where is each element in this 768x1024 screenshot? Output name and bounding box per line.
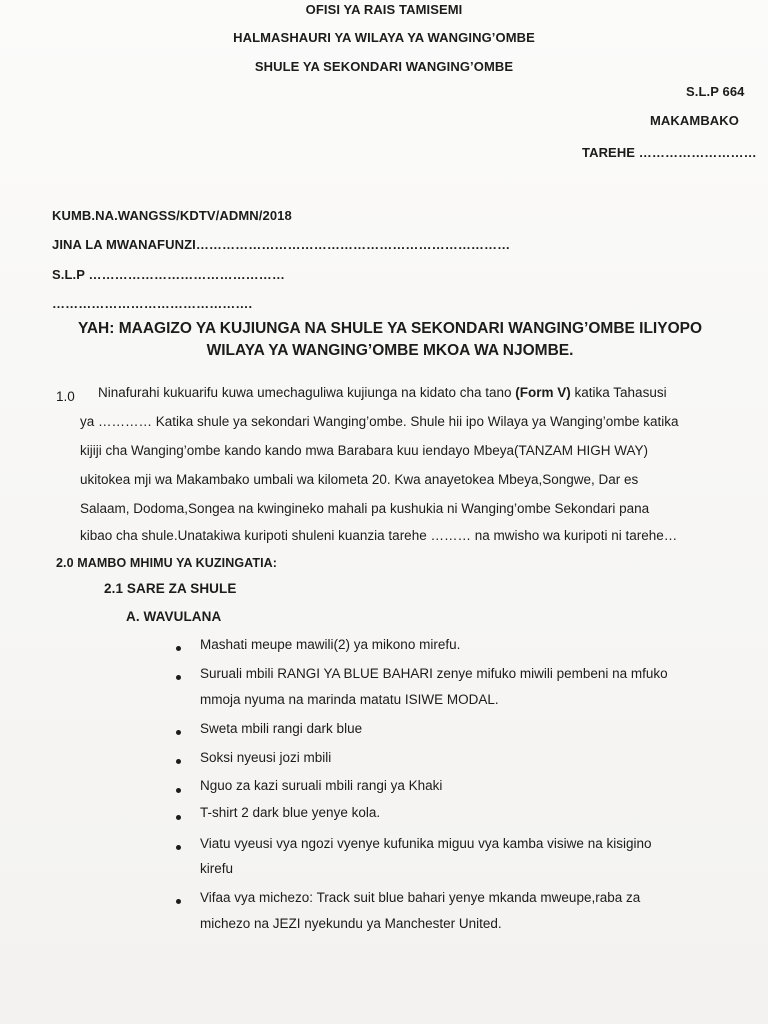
list-item-sports: Vifaa vya michezo: Track suit blue bahari yenye mkanda mweupe,raba za (200, 890, 641, 905)
group-a-title: A. WAVULANA (126, 609, 222, 624)
section-1-line-5: Salaam, Dodoma,Songea na kwingineko mahali pa kushukia ni Wanging’ombe Sekondari pana (80, 501, 650, 516)
student-name-line: JINA LA MWANAFUNZI……………………………………………………………… (52, 237, 511, 252)
student-po-box-line: S.L.P ……………………………………… (52, 267, 285, 282)
bullet-icon (176, 646, 181, 651)
subject-line-2: WILAYA YA WANGING’OMBE MKOA WA NJOMBE. (206, 342, 574, 359)
header-po-box: S.L.P 664 (686, 84, 745, 99)
bullet-icon (176, 899, 181, 904)
header-town: MAKAMBAKO (650, 113, 739, 128)
list-item-tshirt: T-shirt 2 dark blue yenye kola. (200, 805, 381, 820)
form-v-label: (Form V) (515, 385, 571, 400)
list-item-shoes-cont: kirefu (200, 861, 234, 876)
list-item-work-clothes: Nguo za kazi suruali mbili rangi ya Khaki (200, 778, 443, 793)
list-item-sports-cont: michezo na JEZI nyekundu ya Manchester United. (200, 916, 502, 931)
reference-number: KUMB.NA.WANGSS/KDTV/ADMN/2018 (52, 208, 292, 223)
header-school: SHULE YA SEKONDARI WANGING’OMBE (254, 59, 514, 74)
header-date: TAREHE ……………………… (582, 145, 757, 160)
bullet-icon (176, 675, 181, 680)
bullet-icon (176, 815, 181, 820)
section-1-line-1 (98, 385, 667, 400)
bullet-icon (176, 730, 181, 735)
header-office: OFISI YA RAIS TAMISEMI (305, 2, 463, 17)
header-council: HALMASHAURI YA WILAYA YA WANGING’OMBE (233, 30, 535, 45)
bullet-icon (176, 759, 181, 764)
section-1-line-2: ya ………… Katika shule ya sekondari Wanging’ombe. Shule hii ipo Wilaya ya Wanging’ombe katika (80, 414, 679, 429)
list-item-trousers: Suruali mbili RANGI YA BLUE BAHARI zenye mifuko miwili pembeni na mfuko (200, 666, 668, 681)
list-item-sweaters: Sweta mbili rangi dark blue (200, 721, 363, 736)
section-1-line-1-a: Ninafurahi kukuarifu kuwa umechaguliwa kujiunga na kidato cha tano (98, 385, 516, 400)
section-1-line-4: ukitokea mji wa Makambako umbali wa kilometa 20. Kwa anayetokea Mbeya,Songwe, Dar es (80, 472, 639, 487)
section-1-line-6: kibao cha shule.Unatakiwa kuripoti shuleni kuanzia tarehe ……… na mwisho wa kuripoti ni tarehe… (80, 528, 678, 543)
address-blank-line: ………………………………………. (52, 296, 253, 311)
section-1-line-1-c: katika Tahasusi (570, 385, 667, 400)
list-item-socks: Soksi nyeusi jozi mbili (200, 750, 332, 765)
list-item-trousers-cont: mmoja nyuma na marinda matatu ISIWE MODAL. (200, 692, 499, 707)
bullet-icon (176, 845, 181, 850)
bullet-icon (176, 788, 181, 793)
list-item-shoes: Viatu vyeusi vya ngozi vyenye kufunika miguu vya kamba visiwe na kisigino (200, 836, 652, 851)
section-2-1-title: 2.1 SARE ZA SHULE (104, 581, 237, 596)
section-2-title: 2.0 MAMBO MHIMU YA KUZINGATIA: (56, 556, 278, 570)
section-1-line-3: kijiji cha Wanging’ombe kando kando mwa Barabara kuu iendayo Mbeya(TANZAM HIGH WAY) (80, 443, 648, 458)
section-1-number: 1.0 (56, 389, 75, 404)
subject-line-1: YAH: MAAGIZO YA KUJIUNGA NA SHULE YA SEKONDARI WANGING’OMBE ILIYOPO (77, 320, 703, 337)
list-item-shirts: Mashati meupe mawili(2) ya mikono mirefu. (200, 637, 461, 652)
